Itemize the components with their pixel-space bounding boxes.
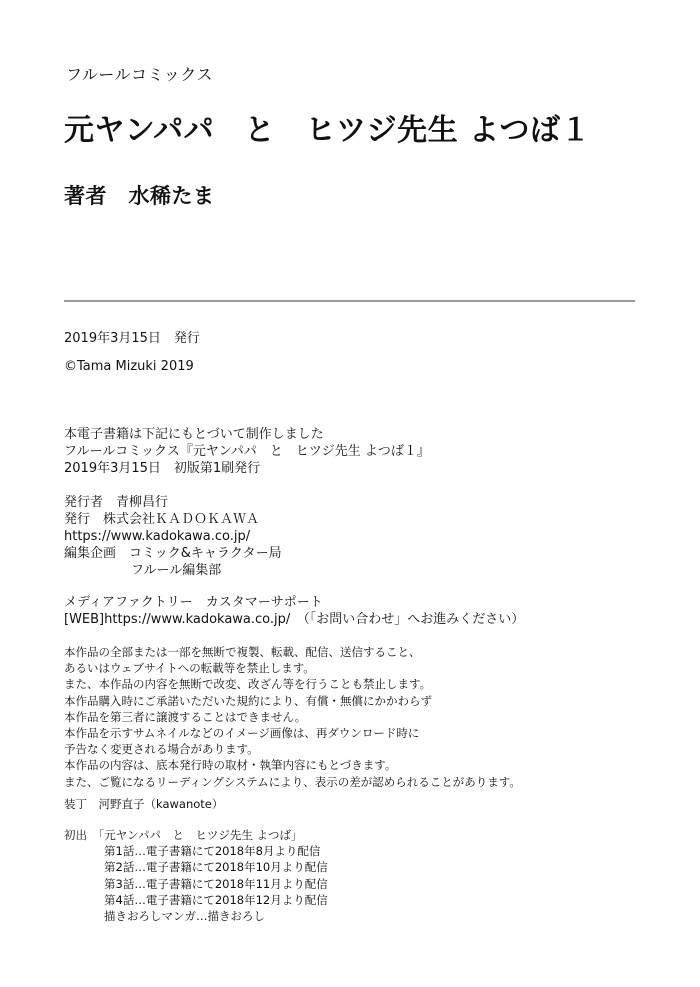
first-appearance-item: 描きおろしマンガ…描きおろし (104, 909, 265, 924)
editing-department: フルール編集部 (131, 563, 222, 578)
publish-date: 2019年3月15日 発行 (64, 331, 200, 346)
first-appearance-item: 第4話…電子書籍にて2018年12月より配信 (104, 892, 328, 907)
design-line: 装丁 河野直子（kawanote） (64, 797, 224, 811)
notice-line: 本作品購入時にご承諾いただいた規約により、有償・無償にかかわらず (64, 693, 432, 708)
notice-line: 本作品を第三者に譲渡することはできません。 (64, 709, 307, 724)
first-appearance-item: 第1話…電子書籍にて2018年8月より配信 (104, 844, 321, 859)
editing-planning: 編集企画 コミック&キャラクター局 (64, 546, 282, 561)
publisher-block (64, 494, 282, 579)
support-url[interactable]: [WEB]https://www.kadokawa.co.jp/ （「お問い合わせ」へお進みください） (64, 612, 525, 627)
first-appearance-header: 初出 「元ヤンパパ と ヒツジ先生 よつば」 (64, 828, 303, 842)
source-block (64, 426, 430, 477)
book-title: 元ヤンパパ と ヒツジ先生 よつば１ (64, 113, 592, 148)
notice-line: 本作品の全部または一部を無断で複製、転載、配信、送信すること、 (64, 645, 421, 659)
first-appearance-item: 第2話…電子書籍にて2018年10月より配信 (104, 860, 328, 875)
source-line: 本電子書籍は下記にもとづいて制作しました (64, 427, 324, 442)
support-line: メディアファクトリー カスタマーサポート (64, 595, 323, 610)
notice-line: また、本作品の内容を無断で改変、改ざん等を行うことも禁止します。 (64, 677, 432, 692)
publisher-company: 発行 株式会社ＫＡＤＯＫＡＷＡ (64, 512, 260, 527)
source-line: フルールコミックス『元ヤンパパ と ヒツジ先生 よつば１』 (64, 444, 430, 459)
first-appearance-item: 第3話…電子書籍にて2018年11月より配信 (104, 876, 328, 891)
notice-line: 本作品の内容は、底本発行時の取材・執筆内容にもとづきます。 (64, 758, 397, 773)
publisher-url[interactable]: https://www.kadokawa.co.jp/ (64, 529, 251, 544)
first-appearance-block (64, 827, 328, 924)
imprint-label: フルールコミックス (66, 65, 214, 84)
design-credit (64, 796, 223, 812)
source-line: 2019年3月15日 初版第1刷発行 (64, 461, 261, 476)
notice-line: また、ご覧になるリーディングシステムにより、表示の差が認められることがあります。 (64, 774, 521, 789)
notice-line: 本作品を示すサムネイルなどのイメージ画像は、再ダウンロード時に (64, 726, 420, 741)
notice-line: 予告なく変更される場合があります。 (64, 742, 259, 757)
author-line: 著者 水稀たま (64, 184, 215, 208)
notice-line: あるいはウェブサイトへの転載等を禁止します。 (64, 661, 315, 676)
copyright: ©Tama Mizuki 2019 (64, 359, 194, 374)
divider (64, 300, 635, 302)
notice-block (64, 644, 521, 790)
issuer: 発行者 青柳昌行 (64, 495, 169, 510)
support-block (64, 594, 524, 628)
